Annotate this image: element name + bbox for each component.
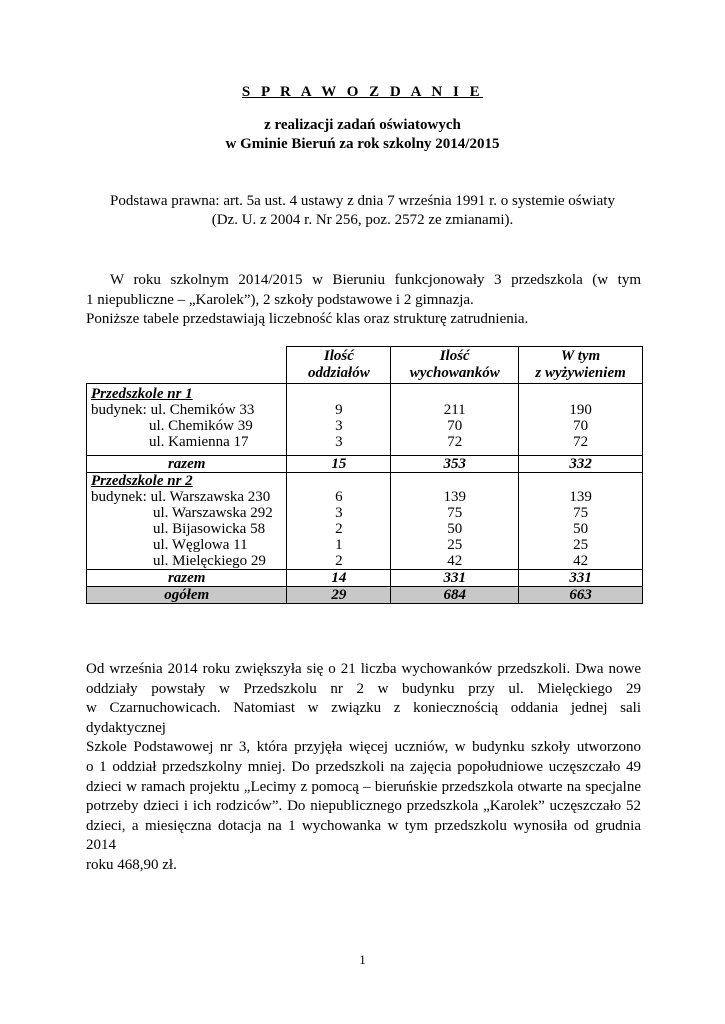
cell-wyzywienie: 190 xyxy=(569,402,592,418)
cell-wychowankowie: 42 xyxy=(447,553,463,569)
summary-line: dzieci w ramach projektu „Lecimy z pomocą – bieruńskie przedszkola otwarte na specjalne xyxy=(86,778,641,795)
intro-line3: Poniższe tabele przedstawiają liczebność klas oraz strukturę zatrudnienia. xyxy=(86,311,529,328)
cell-wyzywienie: 139 xyxy=(569,489,592,505)
document-title: S P R A W O Z D A N I E xyxy=(241,84,484,100)
cell-wyzywienie: 42 xyxy=(573,553,589,569)
cell-wychowankowie: 211 xyxy=(443,402,466,418)
group-title: Przedszkole nr 2 xyxy=(91,473,193,489)
cell-oddzialy: 2 xyxy=(335,553,343,569)
summary-paragraph xyxy=(86,660,641,876)
summary-line: potrzeby dzieci i ich rodziców”. Do niepublicznego przedszkola „Karolek” uczęszczało 52 xyxy=(86,798,641,815)
cell-wychowankowie: 50 xyxy=(447,521,463,537)
table-sum-row: razem 14 331 331 xyxy=(87,570,643,587)
summary-line: oddziały powstały w Przedszkolu nr 2 w budynku przy ul. Mielęckiego 29 xyxy=(86,680,641,697)
document-subtitle-line2: w Gminie Bieruń za rok szkolny 2014/2015 xyxy=(225,136,500,152)
table-row xyxy=(87,473,643,570)
document-subtitle-line1: z realizacji zadań oświatowych xyxy=(264,117,461,133)
group-title: Przedszkole nr 1 xyxy=(91,386,193,402)
page-number: 1 xyxy=(359,952,366,967)
cell-oddzialy: 3 xyxy=(335,505,343,521)
header-blank-cell xyxy=(87,347,287,384)
row-label: ul. Bijasowicka 58 xyxy=(153,521,266,537)
summary-line: Od września 2014 roku zwiększyła się o 21 liczba wychowanków przedszkoli. Dwa nowe xyxy=(86,661,641,677)
row-label: ul. Kamienna 17 xyxy=(149,434,249,450)
summary-line: Szkole Podstawowej nr 3, która przyjęła więcej uczniów, w budynku szkoły utworzono xyxy=(86,739,641,756)
cell-wyzywienie: 72 xyxy=(573,434,589,450)
cell-oddzialy: 1 xyxy=(335,537,343,553)
cell-wyzywienie: 50 xyxy=(573,521,589,537)
cell-wyzywienie: 75 xyxy=(573,505,589,521)
cell-wychowankowie: 75 xyxy=(447,505,463,521)
summary-line: o 1 oddział przedszkolny mniej. Do przedszkoli na zajęcia popołudniowe uczęszczało 49 xyxy=(86,758,641,775)
cell-oddzialy: 6 xyxy=(335,489,343,505)
intro-line1: W roku szkolnym 2014/2015 w Bieruniu funkcjonowały 3 przedszkola (w tym xyxy=(110,272,641,288)
cell-wyzywienie: 70 xyxy=(573,418,589,434)
header-wychowankowie: Ilość wychowanków xyxy=(391,347,519,384)
row-label: budynek: ul. Warszawska 230 xyxy=(91,489,271,505)
preschool-table xyxy=(86,346,643,604)
summary-line: roku 468,90 zł. xyxy=(86,856,177,873)
legal-basis-line2: (Dz. U. z 2004 r. Nr 256, poz. 2572 ze zmianami). xyxy=(211,212,514,228)
summary-line: w Czarnuchowicach. Natomiast w związku z koniecznością oddania jednej sali dydaktycznej xyxy=(86,700,641,736)
cell-wychowankowie: 70 xyxy=(447,418,463,434)
cell-oddzialy: 3 xyxy=(335,418,343,434)
cell-oddzialy: 9 xyxy=(335,402,343,418)
cell-oddzialy: 3 xyxy=(335,434,343,450)
cell-oddzialy: 2 xyxy=(335,521,343,537)
cell-wyzywienie: 25 xyxy=(573,537,589,553)
table-header-row xyxy=(87,347,643,384)
row-label: ul. Chemików 39 xyxy=(149,418,253,434)
row-label: ul. Warszawska 292 xyxy=(153,505,273,521)
row-label: ul. Mielęckiego 29 xyxy=(153,553,266,569)
cell-wychowankowie: 72 xyxy=(447,434,463,450)
intro-line2: 1 niepubliczne – „Karolek”), 2 szkoły podstawowe i 2 gimnazja. xyxy=(86,291,474,308)
row-label: ul. Węglowa 11 xyxy=(153,537,248,553)
summary-line: dzieci, a miesięczna dotacja na 1 wychowanka w tym przedszkolu wynosiła od grudnia 2014 xyxy=(86,817,641,854)
row-label: budynek: ul. Chemików 33 xyxy=(91,402,255,418)
legal-basis-line1: Podstawa prawna: art. 5a ust. 4 ustawy z dnia 7 września 1991 r. o systemie oświaty xyxy=(110,193,615,209)
cell-wychowankowie: 25 xyxy=(447,537,463,553)
header-wyzywienie: W tym z wyżywieniem xyxy=(519,347,643,384)
table-sum-row: razem 15 353 332 xyxy=(87,456,643,473)
header-oddzialy: Ilość oddziałów xyxy=(287,347,391,384)
intro-paragraph xyxy=(86,271,641,330)
table-total-row: ogółem 29 684 663 xyxy=(87,587,643,604)
table-row xyxy=(87,384,643,451)
cell-wychowankowie: 139 xyxy=(443,489,466,505)
